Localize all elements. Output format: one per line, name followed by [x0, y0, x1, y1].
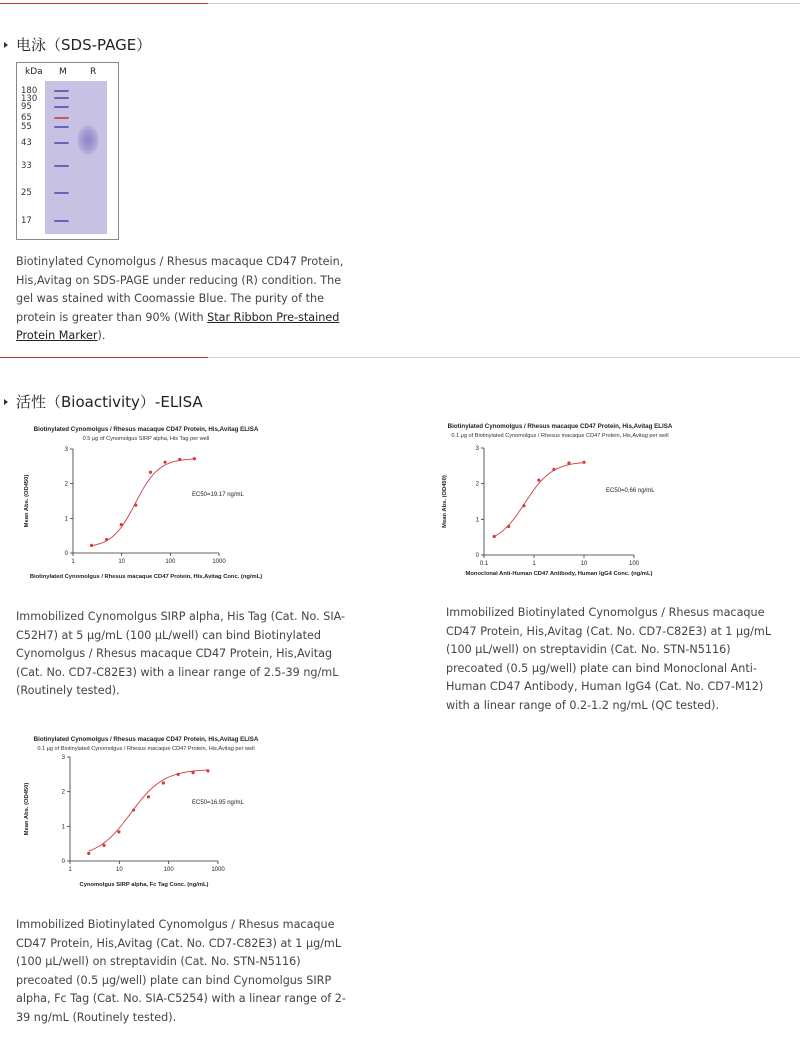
chart-subtitle: 0.1 μg of Biotinylated Cynomolgus / Rhesus macaque CD47 Protein, His,Avitag per well	[451, 433, 669, 439]
x-tick-label: 1000	[212, 559, 226, 565]
data-point	[90, 544, 93, 547]
gel-lane-area	[45, 81, 107, 234]
y-tick-label: 3	[61, 755, 65, 761]
data-point	[163, 461, 166, 464]
marker-label: 25	[21, 188, 32, 198]
data-point	[177, 773, 180, 776]
marker-link[interactable]: Star Ribbon Pre-stained Protein Marker	[16, 310, 340, 343]
data-point	[191, 771, 194, 774]
data-point	[162, 781, 165, 784]
data-point	[193, 457, 196, 460]
x-tick-label: 1	[68, 867, 72, 873]
y-tick-label: 3	[475, 446, 479, 452]
marker-label: 43	[21, 138, 32, 148]
triangle-bullet-icon	[4, 399, 8, 405]
section-divider	[0, 357, 800, 358]
chart-title: Biotinylated Cynomolgus / Rhesus macaque CD47 Protein, His,Avitag ELISA	[447, 423, 673, 430]
x-tick-label: 1000	[211, 867, 225, 873]
ec50-annotation: EC50=16.95 ng/mL	[192, 800, 244, 806]
marker-band	[54, 117, 69, 119]
lane-r-label: R	[90, 67, 97, 77]
marker-label: 130	[21, 94, 38, 104]
section-title: 电泳（SDS-PAGE）	[16, 36, 152, 54]
lane-m-label: M	[59, 67, 67, 77]
elisa-chart-3-svg	[18, 732, 288, 894]
chart-subtitle: 0.5 μg of Cynomolgus SIRP alpha, His Tag per well	[82, 436, 210, 442]
x-tick-label: 1	[71, 559, 75, 565]
marker-band	[54, 126, 69, 128]
data-point	[105, 538, 108, 541]
data-point	[149, 471, 152, 474]
data-point	[117, 830, 120, 833]
y-tick-label: 1	[61, 824, 65, 831]
x-tick-label: 100	[163, 867, 174, 873]
marker-label: 65	[21, 113, 32, 123]
top-divider	[0, 3, 800, 4]
section-heading-sds	[0, 34, 151, 55]
marker-label: 55	[21, 122, 32, 132]
data-point	[206, 769, 209, 772]
elisa-chart-2	[436, 419, 696, 581]
y-tick-label: 2	[475, 481, 479, 488]
y-axis-label: Mean Abs. (OD450)	[24, 474, 30, 528]
fit-curve	[89, 770, 208, 851]
marker-band	[54, 142, 69, 144]
elisa-caption-3: Immobilized Biotinylated Cynomolgus / Rhesus macaque CD47 Protein, His,Avitag (Cat. No. CD7-C82E3) at 1 μg/mL (100 μL/well) on streptavidin (Cat. No. STN-N5116) precoated (0.5 μg/well) plate can bind Cynomolgus SIRP alpha, Fc Tag (Cat. No. SIA-C5254) with a linear range of 2-39 ng/mL (Routinely tested).	[16, 918, 346, 1024]
y-tick-label: 1	[64, 516, 68, 523]
marker-band	[54, 90, 69, 92]
data-point	[537, 479, 540, 482]
chart-title: Biotinylated Cynomolgus / Rhesus macaque CD47 Protein, His,Avitag ELISA	[33, 736, 259, 743]
caption-text: Biotinylated Cynomolgus / Rhesus macaque CD47 Protein, His,Avitag on SDS-PAGE under reducing (R) condition. The gel was stained with Coomassie Blue. The purity of the protein is greater than 90% (With	[16, 255, 344, 324]
elisa-caption-1: Immobilized Cynomolgus SIRP alpha, His Tag (Cat. No. SIA-C52H7) at 5 μg/mL (100 μL/well) can bind Biotinylated Cynomolgus / Rhesus macaque CD47 Protein, His,Avitag (Cat. No. CD7-C82E3) with a linear range of 2.5-39 ng/mL (Routinely tested).	[16, 610, 346, 698]
marker-label: 33	[21, 161, 32, 171]
chart-title: Biotinylated Cynomolgus / Rhesus macaque CD47 Protein, His,Avitag ELISA	[33, 426, 259, 433]
triangle-bullet-icon	[4, 42, 8, 48]
data-point	[132, 808, 135, 811]
marker-band	[54, 97, 69, 99]
sds-page-gel-image	[16, 62, 119, 240]
data-point	[178, 458, 181, 461]
elisa-chart-2-svg	[436, 419, 696, 581]
y-tick-label: 0	[61, 859, 65, 865]
marker-band	[54, 220, 69, 222]
x-tick-label: 100	[628, 561, 640, 567]
x-tick-label: 10	[115, 867, 123, 873]
elisa-chart-3	[18, 732, 288, 894]
data-point	[507, 525, 510, 528]
y-axis-label: Mean Abs. (OD450)	[442, 475, 448, 528]
fit-curve	[92, 459, 195, 546]
data-point	[120, 523, 123, 526]
y-tick-label: 2	[61, 789, 65, 796]
x-tick-label: 0.1	[479, 561, 489, 567]
x-tick-label: 100	[165, 559, 176, 565]
x-axis-label: Cynomolgus SIRP alpha, Fc Tag Conc. (ng/mL)	[79, 882, 209, 888]
y-tick-label: 0	[475, 553, 479, 559]
section-title: 活性（Bioactivity）-ELISA	[16, 393, 203, 411]
data-point	[134, 504, 137, 507]
elisa-chart-1	[18, 422, 288, 584]
marker-band	[54, 165, 69, 167]
sample-band	[77, 125, 99, 155]
data-point	[567, 461, 570, 464]
data-point	[582, 461, 585, 464]
x-tick-label: 10	[118, 559, 126, 565]
x-axis-label: Monoclonal Anti-Human CD47 Antibody, Human IgG4 Conc. (ng/mL)	[465, 571, 653, 577]
ec50-annotation: EC50=0.66 ng/mL	[606, 488, 655, 494]
data-point	[552, 468, 555, 471]
y-tick-label: 3	[64, 447, 68, 453]
y-tick-label: 2	[64, 481, 68, 488]
sds-caption	[16, 253, 346, 346]
marker-label: 95	[21, 102, 32, 112]
data-point	[87, 852, 90, 855]
x-axis-label: Biotinylated Cynomolgus / Rhesus macaque CD47 Protein, His,Avitag Conc. (ng/mL)	[29, 574, 263, 580]
ec50-annotation: EC50=19.17 ng/mL	[192, 492, 244, 498]
marker-label: 17	[21, 216, 32, 226]
y-tick-label: 1	[475, 517, 479, 524]
kda-label: kDa	[25, 67, 43, 77]
y-tick-label: 0	[64, 551, 68, 557]
marker-label: 180	[21, 86, 38, 96]
data-point	[493, 535, 496, 538]
x-tick-label: 1	[532, 561, 536, 567]
data-point	[102, 844, 105, 847]
elisa-chart-1-svg	[18, 422, 288, 584]
elisa-caption-2: Immobilized Biotinylated Cynomolgus / Rhesus macaque CD47 Protein, His,Avitag (Cat. No. CD7-C82E3) at 1 μg/mL (100 μL/well) on streptavidin (Cat. No. STN-N5116) precoated (0.5 μg/well) plate can bind Monoclonal Anti-Human CD47 Antibody, Human IgG4 (Cat. No. CD7-M12) with a linear range of 0.2-1.2 ng/mL (QC tested).	[446, 606, 772, 712]
x-tick-label: 10	[580, 561, 588, 567]
data-point	[522, 504, 525, 507]
y-axis-label: Mean Abs. (OD450)	[24, 782, 30, 836]
data-point	[147, 795, 150, 798]
section-heading-elisa	[0, 391, 203, 412]
marker-band	[54, 192, 69, 194]
chart-subtitle: 0.1 μg of Biotinylated Cynomolgus / Rhesus macaque CD47 Protein, His,Avitag per well	[37, 746, 255, 752]
marker-band	[54, 106, 69, 108]
caption-tail: ).	[97, 329, 106, 343]
